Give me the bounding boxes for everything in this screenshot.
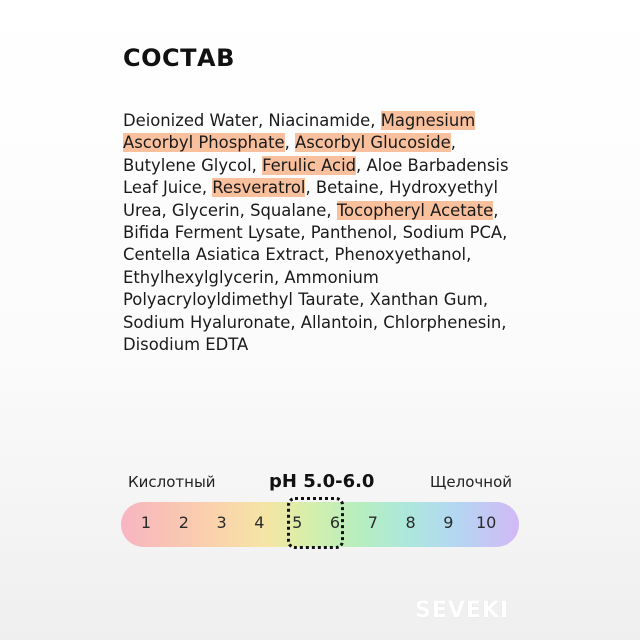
ingredient-text: , Betaine, Hydroxyethyl Urea, Glycerin, Squalane, <box>123 178 499 220</box>
highlighted-ingredient: Resveratrol <box>212 178 306 198</box>
ph-number-10: 10 <box>476 513 497 532</box>
ph-value-label: pH 5.0-6.0 <box>269 471 375 492</box>
highlighted-ingredient: Tocopheryl Acetate <box>336 200 494 220</box>
ingredient-text: , Butylene Glycol, <box>123 133 456 175</box>
ph-number-6: 6 <box>329 513 341 532</box>
ph-number-3: 3 <box>216 513 227 532</box>
ph-alkaline-label: Щелочной <box>430 473 512 491</box>
ph-number-1: 1 <box>140 513 152 532</box>
ingredient-text: Deionized Water, Niacinamide, <box>123 111 381 130</box>
section-title: СОСТАВ <box>123 44 235 72</box>
ingredients-text <box>123 110 513 356</box>
ph-acidic-label: Кислотный <box>128 473 216 491</box>
brand-logo: SEVEKI <box>415 598 510 623</box>
highlighted-ingredient: Ferulic Acid <box>262 155 357 175</box>
ph-number-8: 8 <box>405 513 416 532</box>
ph-number-4: 4 <box>254 513 265 532</box>
ingredient-text: , Aloe Barbadensis Leaf Juice, <box>123 155 509 198</box>
highlighted-ingredient: Magnesium Ascorbyl Phosphate <box>123 111 476 153</box>
ph-number-2: 2 <box>178 513 189 532</box>
highlighted-ingredient: Ascorbyl Glucoside <box>295 133 451 153</box>
ingredient-text: , <box>284 133 296 153</box>
ph-number-9: 9 <box>443 513 454 532</box>
ingredient-text: , Bifida Ferment Lysate, Panthenol, Sodium PCA, Centella Asiatica Extract, Phenoxyethanol, Ethylhexylglycerin, Ammonium Polyacryloyldimethyl Taurate, Xanthan Gum, Sodium Hyaluronate, Allantoin, Chlorphenesin, Disodium EDTA <box>123 200 508 355</box>
ph-number-7: 7 <box>367 513 378 532</box>
ph-number-5: 5 <box>292 513 303 532</box>
ph-range-highlight <box>287 497 344 549</box>
